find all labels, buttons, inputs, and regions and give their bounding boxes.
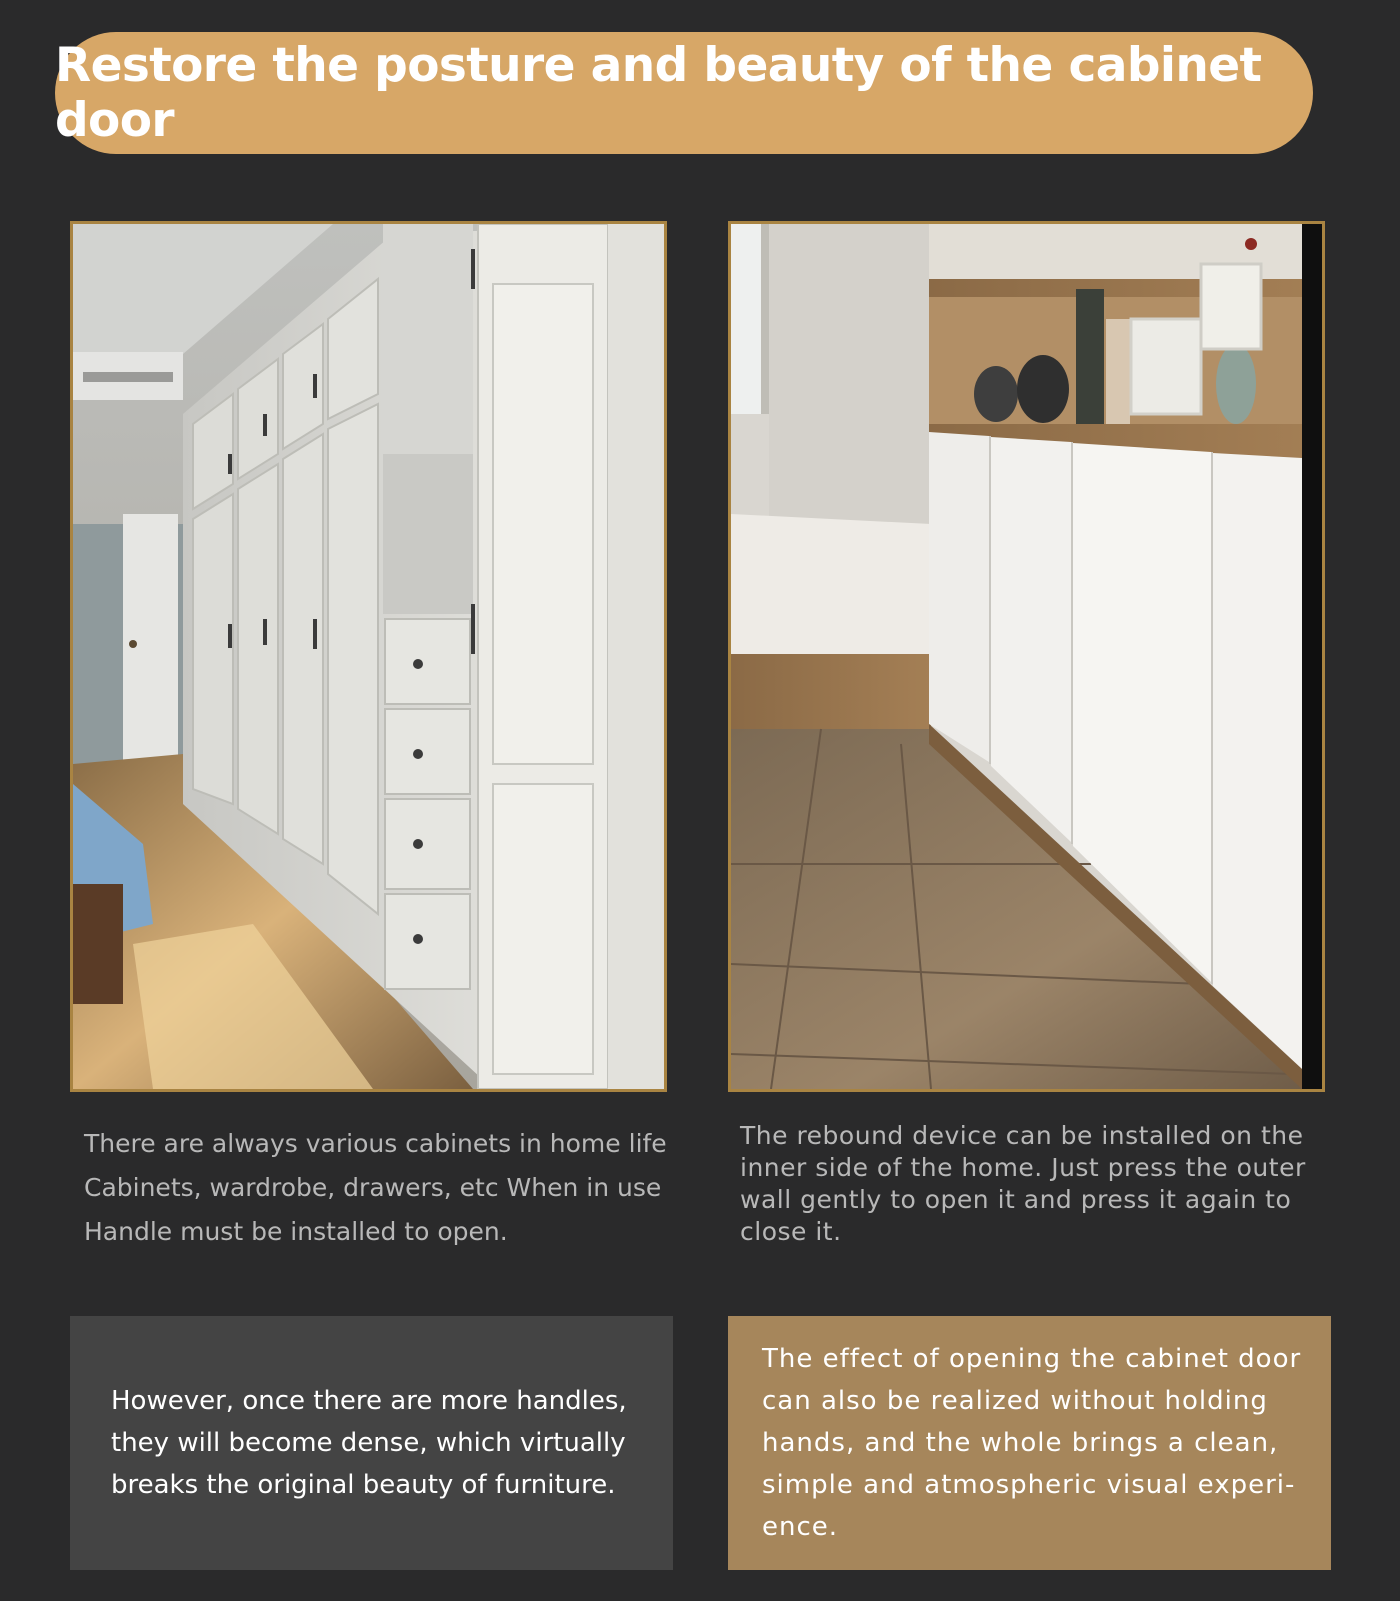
box-line: they will become dense, which virtually bbox=[111, 1428, 626, 1458]
left-caption bbox=[84, 1122, 684, 1254]
handles-problem-box bbox=[70, 1316, 673, 1570]
box-line: breaks the original beauty of furniture. bbox=[111, 1470, 616, 1500]
left-caption-line: Cabinets, wardrobe, drawers, etc When in use bbox=[84, 1173, 662, 1202]
box-line: However, once there are more handles, bbox=[111, 1386, 627, 1416]
handleless-cabinet-photo bbox=[728, 221, 1325, 1092]
handleless-cabinet-illustration bbox=[731, 224, 1322, 1089]
box-line: ence. bbox=[762, 1512, 839, 1542]
title-banner bbox=[55, 32, 1313, 154]
box-line: simple and atmospheric visual experi- bbox=[762, 1470, 1296, 1500]
right-caption: The rebound device can be installed on the inner side of the home. Just press the outer wall gently to open it and press it again to close it. bbox=[740, 1121, 1306, 1246]
box-line: can also be realized without holding bbox=[762, 1386, 1268, 1416]
left-caption-line: There are always various cabinets in home life bbox=[84, 1129, 667, 1158]
wardrobe-illustration bbox=[73, 224, 664, 1089]
handleless-benefit-text bbox=[762, 1338, 1301, 1548]
box-line: The effect of opening the cabinet door bbox=[762, 1344, 1302, 1374]
handles-problem-text bbox=[111, 1380, 627, 1506]
left-caption-line: Handle must be installed to open. bbox=[84, 1217, 508, 1246]
handleless-benefit-box bbox=[728, 1316, 1331, 1570]
page-title: Restore the posture and beauty of the cabinet door bbox=[55, 38, 1262, 148]
wardrobe-photo bbox=[70, 221, 667, 1092]
box-line: hands, and the whole brings a clean, bbox=[762, 1428, 1279, 1458]
